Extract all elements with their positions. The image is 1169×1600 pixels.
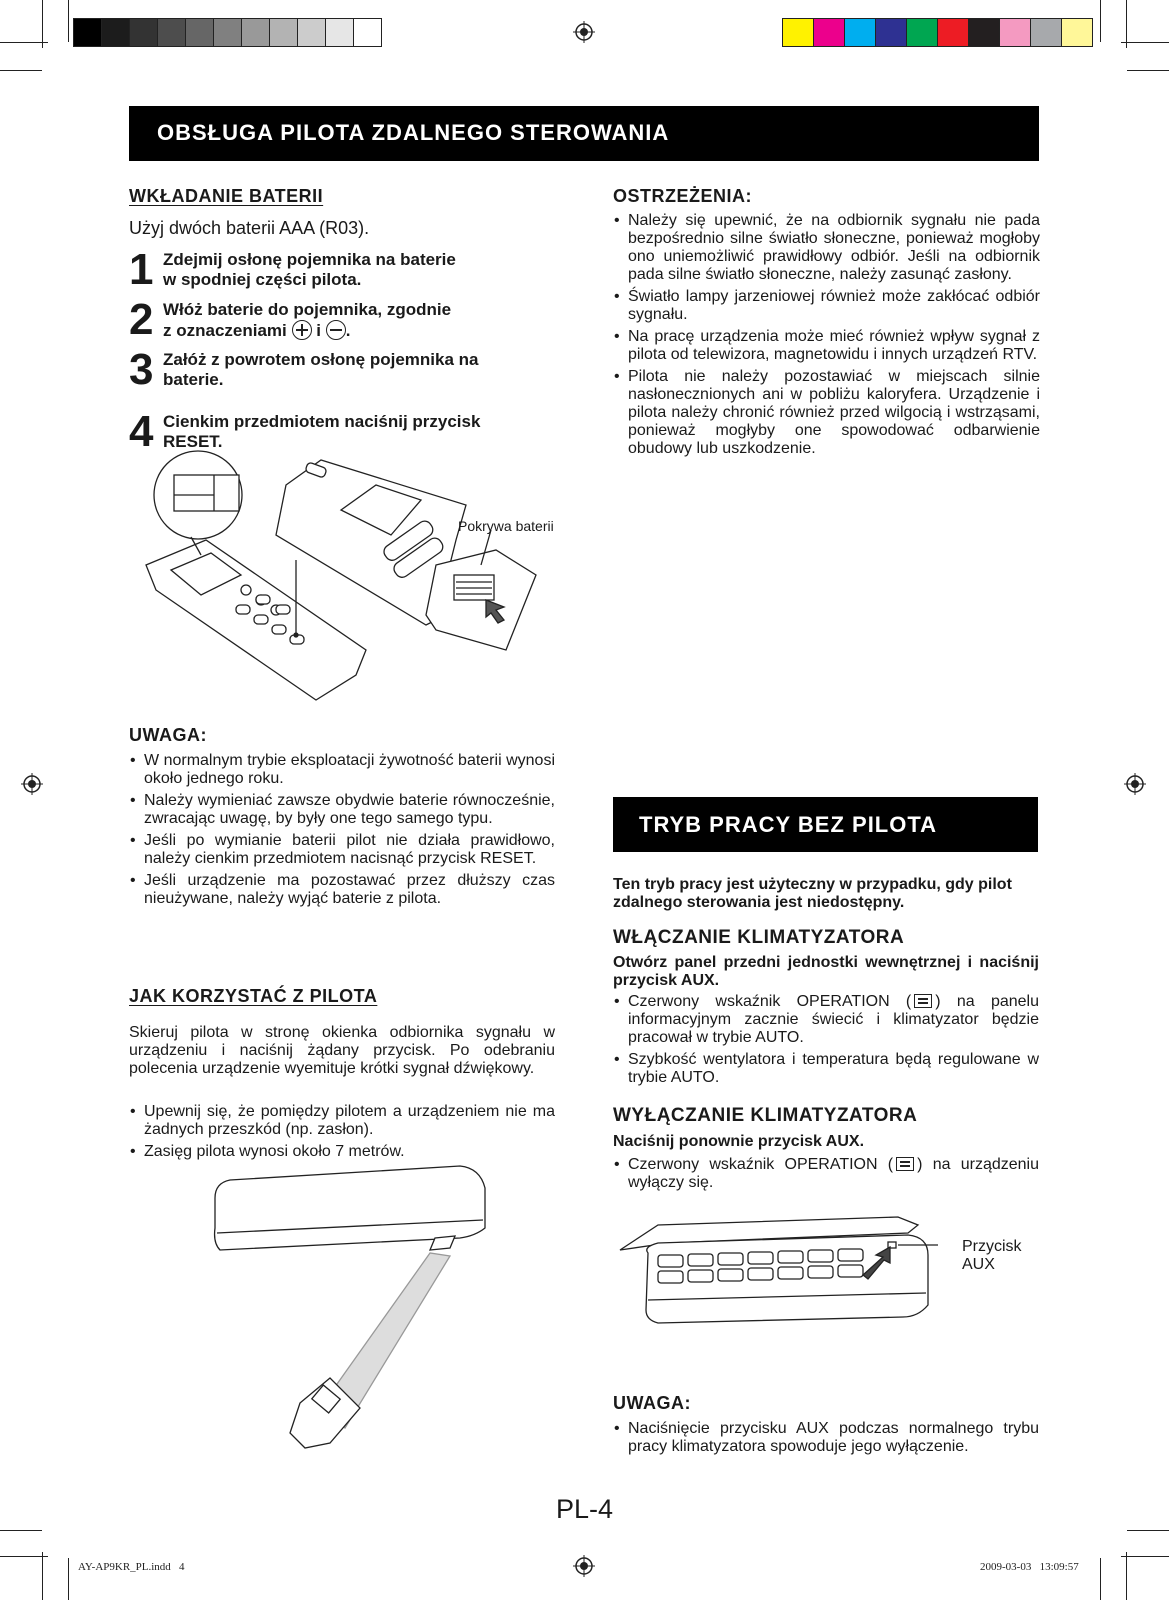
switch-on-instruction: Otwórz panel przedni jednostki wewnętrznej i naciśnij przycisk AUX.: [613, 954, 1039, 989]
gray-swatch: [325, 18, 354, 47]
list-item: • Czerwony wskaźnik OPERATION ( ) na panelu informacyjnym zacznie świecić i klimatyzator będzie pracował w trybie AUTO.: [613, 993, 1039, 1047]
list-item: • Naciśnięcie przycisku AUX podczas normalnego trybu pracy klimatyzatora spowoduje jego wyłączenie.: [613, 1420, 1039, 1456]
registration-mark-icon: [573, 1555, 595, 1577]
remote-battery-illustration: [136, 445, 576, 725]
gray-swatch: [129, 18, 158, 47]
file-name: AY-AP9KR_PL.indd 4: [78, 1561, 185, 1573]
page-title: OBSŁUGA PILOTA ZDALNEGO STEROWANIA: [157, 120, 670, 145]
page-title-banner: [129, 106, 1039, 161]
batteries-heading: WKŁADANIE BATERII: [129, 186, 324, 206]
list-item: • Na pracę urządzenia może mieć również wpływ sygnał z pilota od telewizora, magnetowidu i innych urządzeń RTV.: [613, 328, 1040, 364]
list-item: • Światło lampy jarzeniowej również może zakłócać odbiór sygnału.: [613, 288, 1040, 324]
process-color-swatch: [999, 18, 1031, 47]
timestamp: 2009-03-03 13:09:57: [980, 1561, 1079, 1573]
list-item: • Zasięg pilota wynosi około 7 metrów.: [129, 1143, 555, 1161]
operation-indicator-icon: [914, 994, 932, 1008]
no-remote-banner: [613, 797, 1038, 852]
list-item: • Upewnij się, że pomiędzy pilotem a urządzeniem nie ma żadnych przeszkód (np. zasłon).: [129, 1103, 555, 1139]
process-color-swatch: [844, 18, 876, 47]
batteries-intro: Użyj dwóch baterii AAA (R03).: [129, 218, 370, 238]
gray-swatch: [101, 18, 130, 47]
gray-swatch: [73, 18, 102, 47]
process-color-swatch: [782, 18, 814, 47]
process-color-swatch: [875, 18, 907, 47]
process-color-swatch: [906, 18, 938, 47]
list-item: • W normalnym trybie eksploatacji żywotność baterii wynosi około jednego roku.: [129, 752, 555, 788]
warnings-heading: OSTRZEŻENIA:: [613, 186, 752, 206]
switch-off-heading: WYŁĄCZANIE KLIMATYZATORA: [613, 1105, 918, 1126]
registration-mark-icon: [573, 21, 595, 43]
process-color-swatch: [1061, 18, 1093, 47]
gray-swatch: [157, 18, 186, 47]
note-list: [129, 752, 555, 912]
list-item: • Należy wymieniać zawsze obydwie baterie równocześnie, zwracając uwagę, by były one tego samego typu.: [129, 792, 555, 828]
no-remote-title: TRYB PRACY BEZ PILOTA: [639, 812, 938, 837]
switch-on-heading: WŁĄCZANIE KLIMATYZATORA: [613, 927, 905, 948]
minus-polarity-icon: [326, 320, 346, 340]
gray-swatch: [297, 18, 326, 47]
plus-polarity-icon: [292, 320, 312, 340]
indoor-unit-remote-illustration: [205, 1158, 505, 1478]
list-item: • Jeśli urządzenie ma pozostawać przez dłuższy czas nieużywane, należy wyjąć baterie z pilota.: [129, 872, 555, 908]
note-heading: UWAGA:: [613, 1393, 691, 1413]
usage-paragraph: Skieruj pilota w stronę okienka odbiornika sygnału w urządzeniu i naciśnij żądany przycisk. Po odebraniu polecenia urządzenie wyemituje krótki sygnał dźwiękowy.: [129, 1024, 555, 1077]
gray-swatch: [269, 18, 298, 47]
process-color-swatch: [968, 18, 1000, 47]
switch-off-instruction: Naciśnij ponownie przycisk AUX.: [613, 1133, 865, 1150]
switch-on-list: [613, 993, 1039, 1091]
warnings-list: [613, 212, 1040, 462]
gray-swatch: [241, 18, 270, 47]
gray-swatch: [213, 18, 242, 47]
list-item: • Jeśli po wymianie baterii pilot nie działa prawidłowo, należy cienkim przedmiotem nacisnąć przycisk RESET.: [129, 832, 555, 868]
gray-swatch: [185, 18, 214, 47]
usage-heading: JAK KORZYSTAĆ Z PILOTA: [129, 986, 378, 1006]
process-color-swatch: [937, 18, 969, 47]
page-number: PL-4: [556, 1494, 614, 1524]
note-list: [613, 1420, 1039, 1460]
list-item: • Szybkość wentylatora i temperatura będą regulowane w trybie AUTO.: [613, 1051, 1039, 1087]
aux-button-label: Przycisk AUX: [962, 1238, 1022, 1273]
battery-cover-label: Pokrywa baterii: [458, 518, 554, 534]
registration-mark-icon: [1124, 773, 1146, 795]
list-item: • Pilota nie należy pozostawiać w miejscach silnie nasłonecznionych ani w pobliżu kaloryfera. Urządzenie i pilota należy chronić również przed wilgocią i wstrząsami, ponieważ mogłyby one spowodować odbarwienie obudowy lub uszkodzenie.: [613, 368, 1040, 458]
no-remote-intro: Ten tryb pracy jest użyteczny w przypadku, gdy pilot zdalnego sterowania jest niedostępny.: [613, 876, 1012, 911]
note-heading: UWAGA:: [129, 725, 207, 745]
list-item: • Czerwony wskaźnik OPERATION ( ) na urządzeniu wyłączy się.: [613, 1156, 1039, 1192]
registration-mark-icon: [21, 773, 43, 795]
list-item: • Należy się upewnić, że na odbiornik sygnału nie pada bezpośrednio silne światło słoneczne, ponieważ mogłoby ono uniemożliwić prawidłowy odbiór. Jeśli na odbiornik pada silne światło słoneczne, należy zasunąć zasłony.: [613, 212, 1040, 284]
process-color-swatch: [813, 18, 845, 47]
process-color-swatch: [1030, 18, 1062, 47]
usage-list: [129, 1103, 555, 1165]
aux-button-illustration: [618, 1205, 938, 1335]
switch-off-list: [613, 1156, 1039, 1196]
gray-swatch: [353, 18, 382, 47]
operation-indicator-icon: [896, 1157, 914, 1171]
